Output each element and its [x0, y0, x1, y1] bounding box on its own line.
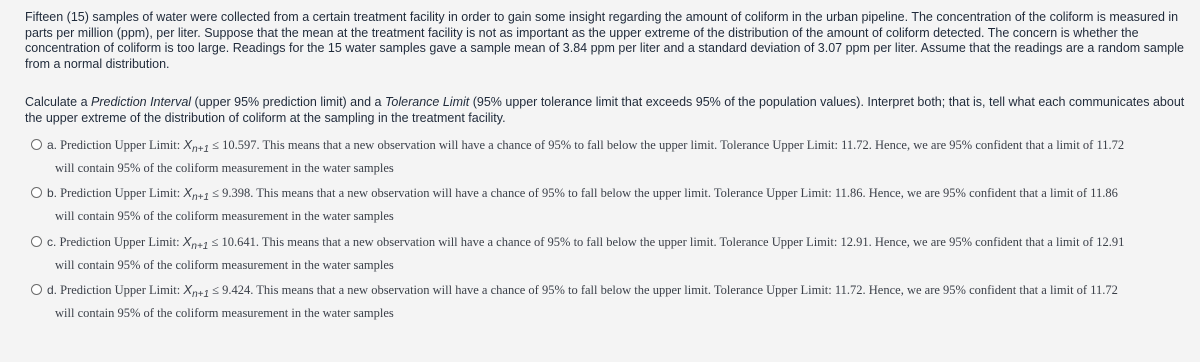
variable-x: X: [182, 234, 192, 249]
option-continuation: will contain 95% of the coliform measurement in the water samples: [55, 258, 394, 272]
option-body: ≤ 9.424. This means that a new observation will have a chance of 95% to fall below the upper limit. Tolerance Upper Limit: 11.72. Hence, we are 95% confident that a limit of 11.72: [209, 283, 1118, 297]
option-body: ≤ 10.597. This means that a new observation will have a chance of 95% to fall below the upper limit. Tolerance Upper Limit: 11.72. Hence, we are 95% confident that a limit of 11.72: [209, 138, 1125, 152]
variable-subscript: n+1: [192, 192, 210, 203]
question-text-mid: (upper 95% prediction limit) and a: [191, 95, 385, 110]
question-text-start: Calculate a: [25, 95, 92, 110]
problem-statement: Fifteen (15) samples of water were collected from a certain treatment facility in order to gain some insight regarding the amount of coliform in the urban pipeline. The concentration of the coliform is measured in parts per million (ppm), per liter. Suppose that the mean at the treatment facility is not as important as the upper extreme of the distribution of the amount of coliform detected. The concern is whether the concentration of coliform is too large. Readings for the 15 water samples gave a sample mean of 3.84 ppm per liter and a standard deviation of 3.07 ppm per liter. Assume that the readings are a random sample from a normal distribution.: [25, 10, 1184, 71]
option-letter: a.: [47, 138, 58, 152]
answer-option-b[interactable]: [31, 184, 1176, 225]
radio-button-a[interactable]: [31, 139, 42, 150]
question-prompt: [25, 95, 1185, 126]
option-body: ≤ 10.641. This means that a new observation will have a chance of 95% to fall below the upper limit. Tolerance Upper Limit: 12.91. Hence, we are 95% confident that a limit of 12.91: [208, 235, 1125, 249]
answer-option-c[interactable]: [31, 233, 1176, 274]
variable-x: X: [183, 137, 193, 152]
option-letter: d.: [47, 283, 58, 297]
option-letter: b.: [47, 186, 58, 200]
radio-button-c[interactable]: [31, 236, 42, 247]
variable-subscript: n+1: [191, 241, 209, 252]
radio-button-b[interactable]: [31, 187, 42, 198]
answer-option-d[interactable]: [31, 281, 1176, 322]
option-prefix: Prediction Upper Limit:: [60, 138, 184, 152]
answer-option-a[interactable]: [31, 136, 1176, 177]
question-text-end: (95% upper tolerance limit that exceeds 95% of the population values). Interpret both; that is, tell what each communicates about the upper extreme of the distribution of coliform at the sampling in the treatment facility.: [25, 95, 1185, 125]
option-prefix: Prediction Upper Limit:: [60, 186, 184, 200]
option-letter: c.: [47, 235, 57, 249]
variable-subscript: n+1: [192, 144, 210, 155]
question-tolerance-limit: Tolerance Limit: [384, 95, 470, 110]
option-continuation: will contain 95% of the coliform measurement in the water samples: [55, 209, 394, 223]
option-prefix: Prediction Upper Limit:: [60, 283, 184, 297]
option-prefix: Prediction Upper Limit:: [59, 235, 183, 249]
option-continuation: will contain 95% of the coliform measurement in the water samples: [55, 161, 394, 175]
option-continuation: will contain 95% of the coliform measurement in the water samples: [55, 306, 394, 320]
option-body: ≤ 9.398. This means that a new observation will have a chance of 95% to fall below the upper limit. Tolerance Upper Limit: 11.86. Hence, we are 95% confident that a limit of 11.86: [209, 186, 1118, 200]
variable-subscript: n+1: [192, 289, 210, 300]
question-container: [25, 10, 1185, 127]
variable-x: X: [183, 282, 193, 297]
variable-x: X: [183, 185, 193, 200]
question-prediction-interval: Prediction Interval: [91, 95, 192, 110]
radio-button-d[interactable]: [31, 284, 42, 295]
